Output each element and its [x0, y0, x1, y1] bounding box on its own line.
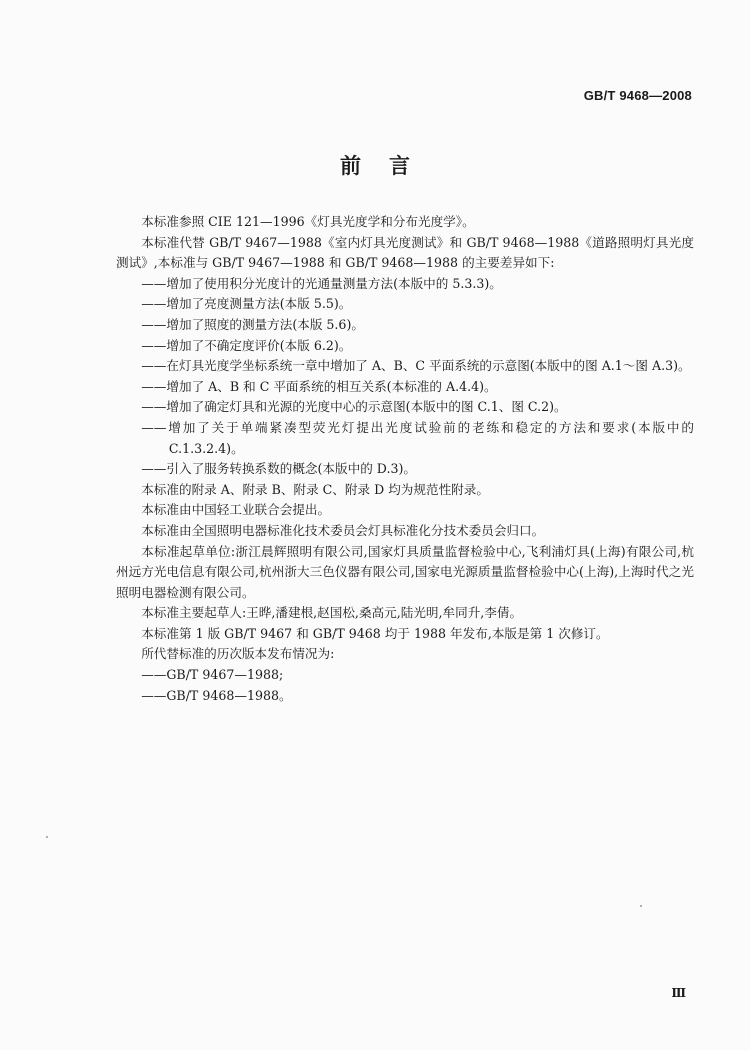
list-item: ——增加了 A、B 和 C 平面系统的相互关系(本标准的 A.4.4)。 [141, 378, 497, 394]
list-item: ——增加了关于单端紧凑型荧光灯提出光度试验前的老练和稳定的方法和要求(本版中的 C.1.3.2.4)。 [141, 419, 694, 456]
drafters-paragraph: 本标准主要起草人:王晔,潘建根,赵国松,桑高元,陆光明,牟同升,李倩。 [141, 605, 523, 621]
paragraph: 本标准的附录 A、附录 B、附录 C、附录 D 均为规范性附录。 [141, 481, 489, 497]
list-item: ——GB/T 9467—1988; [141, 667, 284, 683]
list-item: ——增加了亮度测量方法(本版 5.5)。 [141, 296, 352, 312]
scan-speck [46, 836, 48, 838]
list-item: ——GB/T 9468—1988。 [141, 687, 292, 703]
page-title: 前言 [340, 154, 438, 178]
list-item: ——增加了不确定度评价(本版 6.2)。 [141, 337, 352, 353]
paragraph: 本标准参照 CIE 121—1996《灯具光度学和分布光度学》。 [141, 214, 475, 229]
paragraph: 所代替标准的历次版本发布情况为: [141, 646, 335, 662]
list-item: ——增加了照度的测量方法(本版 5.6)。 [141, 316, 364, 332]
list-item: ——增加了确定灯具和光源的光度中心的示意图(本版中的图 C.1、图 C.2)。 [141, 399, 567, 415]
standard-number: GB/T 9468—2008 [583, 88, 692, 103]
scan-speck [640, 905, 642, 907]
list-item: ——增加了使用积分光度计的光通量测量方法(本版中的 5.3.3)。 [141, 275, 502, 291]
history-list [116, 665, 694, 706]
paragraph: 本标准由全国照明电器标准化技术委员会灯具标准化分技术委员会归口。 [141, 522, 545, 538]
paragraph: 本标准由中国轻工业联合会提出。 [141, 502, 331, 518]
page-number: Ⅲ [671, 986, 686, 1000]
drafting-units-paragraph: 本标准起草单位:浙江晨辉照明有限公司,国家灯具质量监督检验中心,飞利浦灯具(上海)有限公司,杭州远方光电信息有限公司,杭州浙大三色仪器有限公司,国家电光源质量监督检验中心(上海),上海时代之光照明电器检测有限公司。 [116, 543, 694, 600]
document-body [116, 212, 694, 706]
paragraph: 本标准第 1 版 GB/T 9467 和 GB/T 9468 均于 1988 年发布,本版是第 1 次修订。 [141, 625, 609, 641]
differences-list [116, 274, 694, 480]
list-item: ——引入了服务转换系数的概念(本版中的 D.3)。 [141, 461, 416, 477]
paragraph: 本标准代替 GB/T 9467—1988《室内灯具光度测试》和 GB/T 9468—1988《道路照明灯具光度测试》,本标准与 GB/T 9467—1988 和 GB/T 9468—1988 的主要差异如下: [116, 234, 694, 271]
list-item: ——在灯具光度学坐标系统一章中增加了 A、B、C 平面系统的示意图(本版中的图 A.1～图 A.3)。 [141, 358, 691, 374]
